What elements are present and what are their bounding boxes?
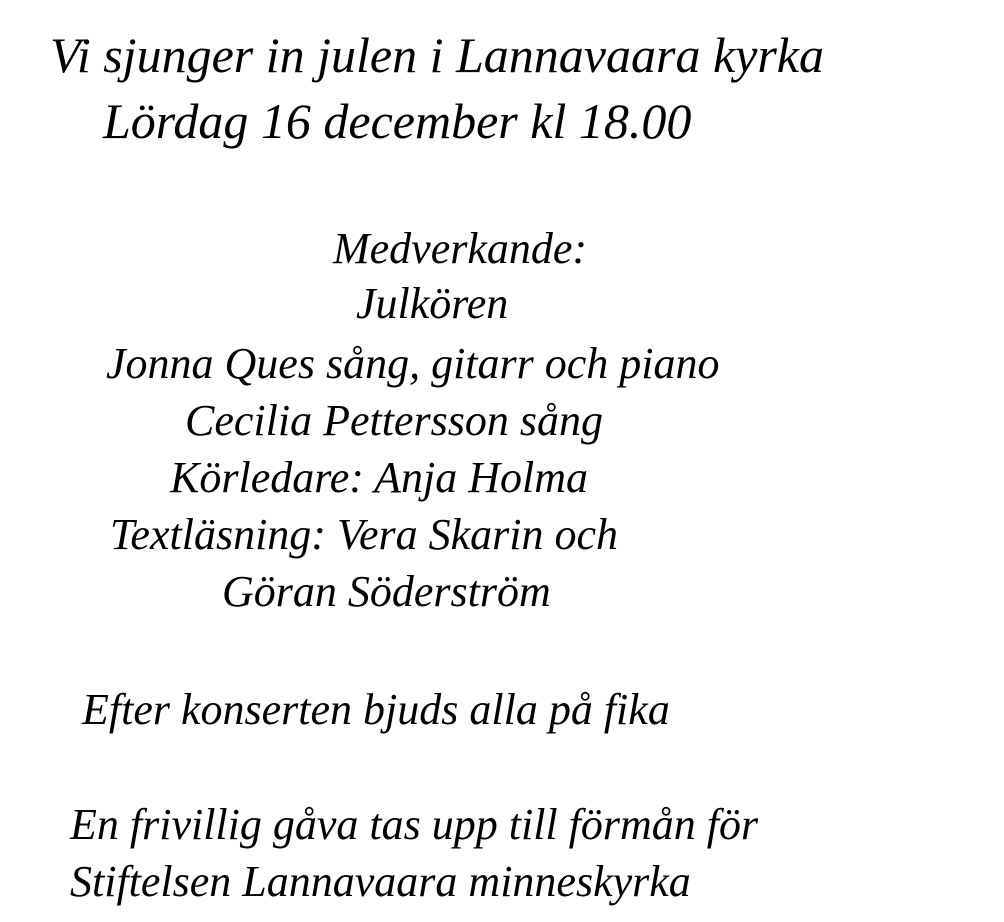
participant-choir: Julkören [356, 279, 509, 328]
participant-cecilia: Cecilia Pettersson sång [185, 396, 603, 445]
event-title: Vi sjunger in julen i Lannavaara kyrka [50, 27, 824, 83]
fika-note: Efter konserten bjuds alla på fika [82, 685, 670, 734]
text-reading-line2: Göran Söderström [222, 567, 551, 616]
choir-leader: Körledare: Anja Holma [170, 453, 588, 502]
participant-jonna: Jonna Ques sång, gitarr och piano [106, 339, 720, 388]
text-reading-line1: Textläsning: Vera Skarin och [110, 510, 618, 559]
participants-label: Medverkande: [333, 224, 588, 273]
event-date-time: Lördag 16 december kl 18.00 [103, 93, 692, 149]
donation-note-line2: Stiftelsen Lannavaara minneskyrka [70, 857, 691, 906]
donation-note-line1: En frivillig gåva tas upp till förmån för [70, 800, 759, 849]
